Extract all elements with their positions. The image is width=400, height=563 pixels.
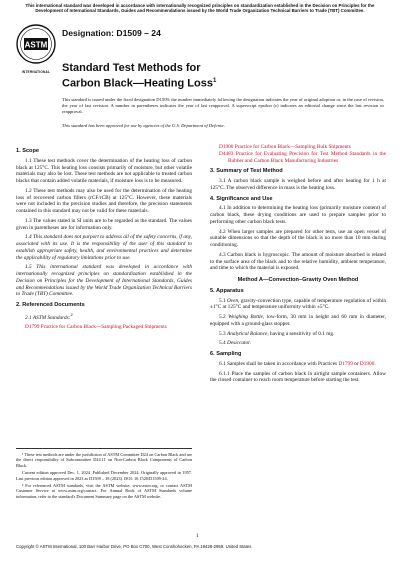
- paragraph-4-3: 4.3 Carbon black is hygroscopic. The amount of moisture absorbed is related to the surface area of the black and to the relative humidity, ambient temperature, and time to which the material is exposed.: [210, 251, 386, 272]
- p6-1-text-c: .: [374, 360, 376, 367]
- paragraph-1-2: 1.2 These test methods may also be used for the determination of the heating loss of recovered carbon fillers (rCF/rCB) at 125°C. However, these materials were not included in the precision studies and therefore, the precision statements contained in this standard may not be valid for these materials.: [16, 187, 192, 214]
- paragraph-4-2: 4.2 When larger samples are prepared for other tests, use an open vessel of suitable dimensions so that the depth of the black is no more than 10 mm during conditioning.: [210, 228, 386, 248]
- title-line-2-text: Carbon Black—Heating Loss: [62, 77, 213, 90]
- paragraph-5-3: [210, 331, 386, 338]
- p5-4-term: Desiccator.: [226, 340, 251, 347]
- reference-link-d4483[interactable]: D4483: [219, 150, 234, 157]
- section-heading-sampling: 6. Sampling: [210, 351, 242, 357]
- p5-2-text: low-form, 30 mm in height and 60 mm in diameter, equipped with a ground-glass stopper.: [210, 314, 386, 327]
- section-heading-apparatus: 5. Apparatus: [210, 287, 244, 294]
- p5-1-term: Oven,: [226, 297, 240, 304]
- title-line-2: [62, 75, 382, 90]
- page-title: [62, 62, 382, 90]
- footnote-1-edition: Current edition approved Dec. 1, 2024. Published December 2024. Originally approved in 1957. Last previous edition approved in 2023 as D1509 – 18 (2023). DOI: 10.1520/D1509-24.: [16, 470, 192, 481]
- paragraph-1-3: 1.3 The values stated in SI units are to be regarded as the standard. The values given in parentheses are for information only.: [16, 217, 192, 231]
- section-heading-referenced-documents: 2. Referenced Documents: [16, 302, 85, 308]
- p5-3-term: Analytical Balance,: [226, 330, 269, 337]
- header-notice: This international standard was developed in accordance with internationally recognized principles on standardization established in the Decision on Principles for the Development of International Standards, Guides and Recommendations issued by the World Trade Organization Technical Barriers to Trade (TBT) Committee.: [25, 3, 375, 14]
- footnotes: [16, 448, 192, 501]
- p5-1-text: gravity-convection type, capable of temperature regulation of within ±1°C at 125°C and temperature uniformity within ±5°C.: [210, 297, 386, 311]
- section-heading-summary: 3. Summary of Test Method: [210, 168, 283, 175]
- reference-d1900: [219, 144, 386, 151]
- footnote-marker-2: 2: [70, 311, 73, 317]
- designation: Designation: D1509 – 24: [62, 28, 161, 38]
- p6-1-text-a: 6.1 Samples shall be taken in accordance with Practices: [219, 360, 339, 367]
- page-number: 1: [196, 533, 199, 539]
- paragraph-5-2: [210, 314, 386, 328]
- section-heading-scope: 1. Scope: [16, 148, 40, 154]
- standard-note: This standard is issued under the fixed designation D1509; the number immediately following the designation indicates the year of original adoption or, in the case of revision, the year of last revision. A number in parentheses indicates the year of last reapproval. A superscript epsilon (ε) indicates an editorial change since the last revision or reapproval.: [62, 97, 384, 114]
- paragraph-5-1: [210, 298, 386, 312]
- reference-title-d1799[interactable]: Practice for Carbon Black—Sampling Packaged Shipments: [39, 324, 167, 331]
- footnote-1: ¹ These test methods are under the jurisdiction of ASTM Committee D24 on Carbon Black and are the direct responsibility of Subcommittee D24.11 on Non-Carbon Black Components of Carbon Black.: [16, 452, 192, 468]
- right-column: [210, 144, 386, 387]
- astm-logo: [16, 24, 56, 70]
- p5-2-term: Weighing Bottle,: [228, 314, 265, 320]
- title-line-1: Standard Test Methods for: [62, 62, 201, 74]
- paragraph-3-1: 3.1 A carbon black sample is weighed before and after heating for 1 h at 125°C. The observed difference in mass is the heating loss.: [210, 178, 386, 191]
- reference-link-d1799[interactable]: D1799: [25, 324, 40, 331]
- logo-org-text: INTERNATIONAL: [21, 70, 51, 74]
- astm-standards-label: [16, 312, 192, 322]
- reference-d1799: [25, 324, 192, 331]
- paragraph-6-1: [210, 361, 386, 368]
- paragraph-1-1: 1.1 These test methods cover the determination of the heating loss of carbon black at 125°C. This heating loss consists primarily of moisture, but other volatile materials may also be lost. These test methods are not applicable to treated carbon blacks that contain added volatile materials, if moisture loss is to be measured.: [16, 157, 192, 184]
- reference-title-d1900[interactable]: Practice for Carbon Black—Sampling Bulk Shipments: [233, 144, 351, 150]
- dod-note: This standard has been approved for use by agencies of the U.S. Department of Defense.: [62, 123, 225, 128]
- title-footnote-marker: 1: [212, 77, 217, 84]
- p5-4-label: 5.4: [219, 340, 227, 347]
- footnote-2: ² For referenced ASTM standards, visit the ASTM website, www.astm.org, or contact ASTM Customer Service at www.astm.org/contact. For Annual Book of ASTM Standards volume information, refer to the standard's Document Summary page on the ASTM website.: [16, 483, 192, 499]
- astm-standards-text: 2.1 ASTM Standards:: [25, 314, 71, 321]
- svg-text:ASTM: ASTM: [24, 40, 48, 50]
- reference-link-d1900[interactable]: D1900: [219, 144, 234, 150]
- paragraph-5-4: [210, 340, 386, 347]
- reference-title-d4483[interactable]: Practice for Evaluating Precision for Test Method Standards in the Rubber and Carbon Black Manufacturing Industries: [228, 150, 386, 164]
- p5-3-label: 5.3: [219, 330, 227, 337]
- p5-2-label: 5.2: [219, 314, 229, 320]
- astm-logo-icon: [16, 24, 56, 70]
- paragraph-1-5: 1.5 This international standard was developed in accordance with internationally recognized principles on standardization established in the Decision on Principles for the Development of International Standards, Guides and Recommendations issued by the World Trade Organization Technical Barriers to Trade (TBT) Committee.: [16, 264, 192, 298]
- reference-link-d1900-inline[interactable]: D1900: [359, 360, 375, 367]
- p5-3-text: having a sensitivity of 0.1 mg.: [268, 330, 335, 337]
- reference-d4483: [219, 151, 386, 165]
- method-heading: Method A—Convection–Gravity Oven Method: [237, 277, 359, 283]
- left-column: [16, 144, 192, 331]
- paragraph-6-1-1: 6.1.1 Place the samples of carbon black in airtight sample containers. Allow the closed container to reach room temperature before starting the test.: [210, 370, 386, 384]
- paragraph-1-4: 1.4 This standard does not purport to address all of the safety concerns, if any, associated with its use. It is the responsibility of the user of this standard to establish appropriate safety, health, and environmental practices and determine the applicability of regulatory limitations prior to use.: [16, 234, 192, 261]
- section-heading-significance: 4. Significance and Use: [210, 195, 273, 202]
- paragraph-4-1: 4.1 In addition to determining the heating loss (primarily moisture content) of carbon black, these drying conditions are used to prepare samples prior to performing other carbon black tests.: [210, 205, 386, 225]
- reference-link-d1799-inline[interactable]: D1799: [338, 360, 353, 367]
- copyright-line: Copyright © ASTM International, 100 Barr Harbor Drive, PO Box C700, West Conshohocken, PA 19428-2959. United States: [16, 544, 252, 549]
- p5-1-label: 5.1: [219, 297, 227, 304]
- p6-1-text-b: or: [352, 360, 360, 367]
